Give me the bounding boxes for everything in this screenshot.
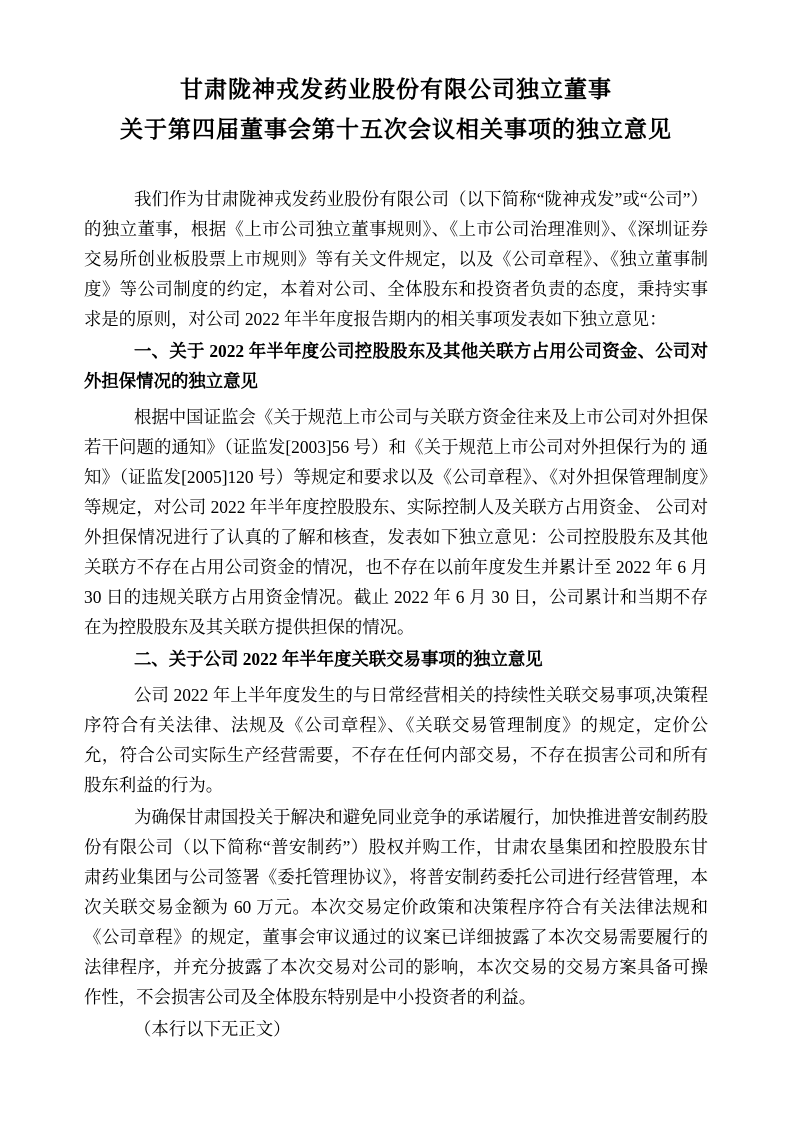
section-2-paragraph-2: 为确保甘肃国投关于解决和避免同业竞争的承诺履行，加快推进普安制药股份有限公司（以下简称“普安制药”）股权并购工作，甘肃农垦集团和控股股东甘肃药业集团与公司签署《委托管理协议》，将普安制药委托公司进行经营管理，本次关联交易金额为 60 万元。本次交易定价政策和决策程序符合有关法律法规和《公司章程》的规定，董事会审议通过的议案已详细披露了本次交易需要履行的法律程序，并充分披露了本次交易对公司的影响，本次交易的交易方案具备可操作性，不会损害公司及全体股东特别是中小投资者的利益。: [84, 807, 708, 1007]
document-title-line-2: 关于第四届董事会第十五次会议相关事项的独立意见: [120, 117, 672, 142]
section-2-paragraph-1: 公司 2022 年上半年度发生的与日常经营相关的持续性关联交易事项,决策程序符合有关法律、法规及《公司章程》、《关联交易管理制度》的规定，定价公允，符合公司实际生产经营需要，不存在任何内部交易，不存在损害公司和所有股东利益的行为。: [84, 685, 708, 795]
section-2-heading: 二、关于公司 2022 年半年度关联交易事项的独立意见: [134, 649, 543, 669]
document-body: [84, 184, 708, 1044]
paragraph-introduction: 我们作为甘肃陇神戎发药业股份有限公司（以下简称“陇神戎发”或“公司”）的独立董事，根据《上市公司独立董事规则》、《上市公司治理准则》、《深圳证券交易所创业板股票上市规则》等有关文件规定，以及《公司章程》、《独立董事制度》等公司制度的约定，本着对公司、全体股东和投资者负责的态度，秉持实事求是的原则，对公司 2022 年半年度报告期内的相关事项发表如下独立意见：: [84, 189, 708, 329]
document-content: [84, 70, 708, 1044]
section-1-heading: 一、关于 2022 年半年度公司控股股东及其他关联方占用公司资金、公司对外担保情况的独立意见: [84, 341, 708, 391]
closing-no-text-note: （本行以下无正文）: [134, 1019, 291, 1039]
section-1-paragraph: 根据中国证监会《关于规范上市公司与关联方资金往来及上市公司对外担保若干问题的通知》（证监发[2003]56 号）和《关于规范上市公司对外担保行为的 通知》（证监发[2005]120 号）等规定和要求以及《公司章程》、《对外担保管理制度》等规定，对公司 2022 年半年度控股股东、实际控制人及关联方占用资金、 公司对外担保情况进行了认真的了解和核查，发表如下独立意见：公司控股股东及其他关联方不存在占用公司资金的情况，也不存在以前年度发生并累计至 2022 年 6 月 30 日的违规关联方占用资金情况。截止 2022 年 6 月 30 日，公司累计和当期不存在为控股股东及其关联方提供担保的情况。: [84, 407, 708, 637]
document-title-line-1: 甘肃陇神戎发药业股份有限公司独立董事: [180, 77, 612, 102]
